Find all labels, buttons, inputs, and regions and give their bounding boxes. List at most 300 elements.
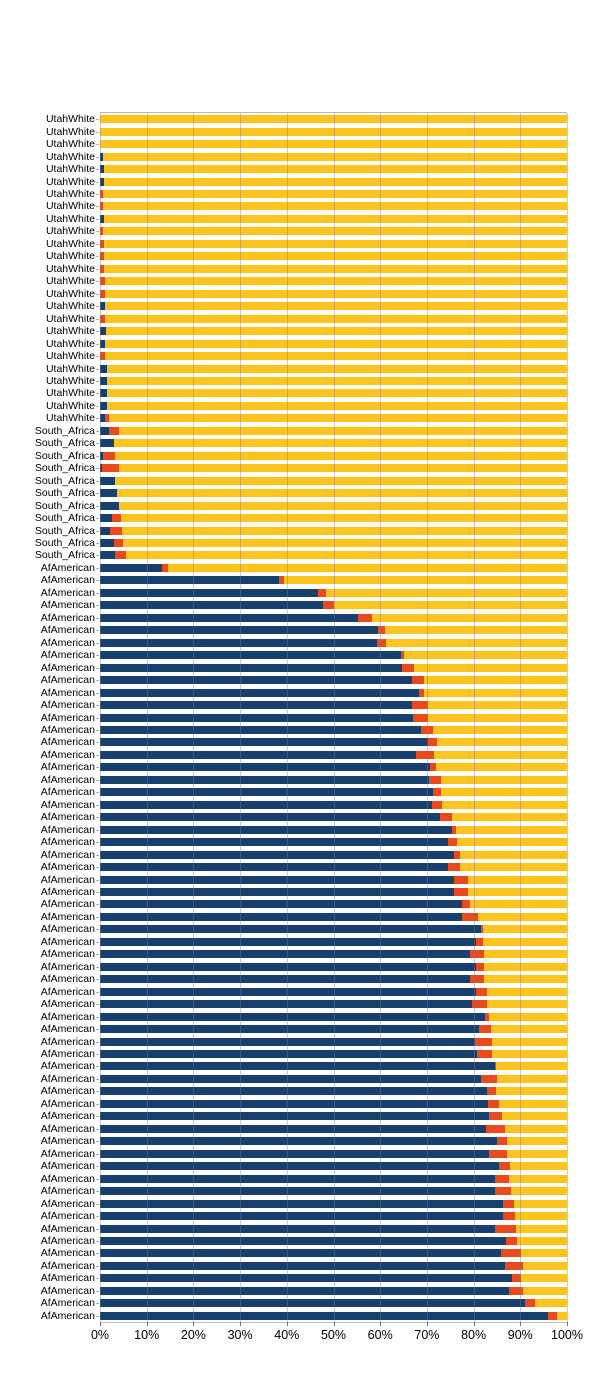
- row-axis-tick: [96, 705, 99, 706]
- segment-yellow: [457, 838, 567, 846]
- row-axis-tick: [96, 132, 99, 133]
- segment-yellow: [104, 240, 567, 248]
- row-axis-tick: [96, 842, 99, 843]
- stacked-bar: [100, 414, 567, 422]
- segment-blue: [100, 988, 476, 996]
- row-label: UtahWhite: [45, 399, 95, 412]
- stacked-bar: [100, 1274, 567, 1282]
- stacked-bar: [100, 950, 567, 958]
- segment-yellow: [103, 202, 567, 210]
- row-axis-tick: [96, 169, 99, 170]
- segment-yellow: [460, 863, 567, 871]
- stacked-bar: [100, 277, 567, 285]
- segment-blue: [100, 489, 117, 497]
- x-axis-tick: [287, 1322, 288, 1326]
- row-axis-tick: [96, 967, 99, 968]
- segment-yellow: [386, 639, 567, 647]
- bar-row: [34, 537, 567, 549]
- segment-red: [481, 1075, 498, 1083]
- row-label: AfAmerican: [40, 1085, 95, 1098]
- bar-row: [40, 848, 567, 861]
- segment-red: [412, 701, 427, 709]
- bar-row: [40, 649, 567, 662]
- segment-yellow: [126, 551, 567, 559]
- segment-red: [525, 1299, 535, 1307]
- stacked-bar: [100, 1025, 567, 1033]
- row-label: South_Africa: [34, 499, 95, 512]
- segment-yellow: [104, 165, 567, 173]
- row-label: South_Africa: [34, 512, 95, 525]
- segment-yellow: [424, 689, 567, 697]
- row-label: UtahWhite: [45, 350, 95, 363]
- segment-yellow: [433, 726, 567, 734]
- row-axis-tick: [96, 182, 99, 183]
- segment-red: [470, 975, 484, 983]
- segment-blue: [100, 1075, 481, 1083]
- x-axis-tick-label: 0%: [90, 1328, 110, 1342]
- segment-red: [103, 452, 115, 460]
- stacked-bar: [100, 589, 567, 597]
- segment-yellow: [104, 178, 567, 186]
- bar-row: [40, 1023, 567, 1036]
- segment-red: [416, 751, 434, 759]
- segment-blue: [100, 539, 114, 547]
- row-axis-tick: [96, 580, 99, 581]
- row-axis-tick: [96, 1179, 99, 1180]
- segment-yellow: [521, 1249, 567, 1257]
- segment-red: [479, 1025, 492, 1033]
- row-axis-tick: [96, 593, 99, 594]
- bar-row: [40, 674, 567, 687]
- segment-red: [476, 963, 483, 971]
- segment-yellow: [106, 327, 567, 335]
- stacked-bar: [100, 1249, 567, 1257]
- row-axis-tick: [96, 693, 99, 694]
- row-axis-tick: [96, 730, 99, 731]
- segment-red: [429, 776, 441, 784]
- bar-row: [40, 624, 567, 637]
- row-label: AfAmerican: [40, 811, 95, 824]
- bar-row: [34, 524, 567, 537]
- row-label: AfAmerican: [40, 1197, 95, 1210]
- segment-yellow: [105, 340, 567, 348]
- segment-red: [495, 1187, 511, 1195]
- row-label: AfAmerican: [40, 1272, 95, 1285]
- bar-row: [45, 150, 567, 163]
- segment-red: [421, 726, 434, 734]
- row-axis-tick: [96, 468, 99, 469]
- stacked-bar: [100, 215, 567, 223]
- segment-red: [112, 514, 121, 522]
- bar-row: [45, 138, 567, 151]
- row-axis-tick: [96, 406, 99, 407]
- row-label: AfAmerican: [40, 823, 95, 836]
- row-axis-tick: [96, 206, 99, 207]
- segment-yellow: [484, 975, 567, 983]
- segment-blue: [100, 664, 402, 672]
- segment-yellow: [404, 651, 567, 659]
- bar-row: [45, 237, 567, 250]
- x-axis-tick-label: 70%: [414, 1328, 440, 1342]
- segment-red: [448, 838, 457, 846]
- bar-row: [34, 512, 567, 525]
- segment-red: [503, 1212, 515, 1220]
- bar-row: [40, 611, 567, 624]
- segment-yellow: [484, 963, 567, 971]
- segment-yellow: [535, 1299, 567, 1307]
- segment-yellow: [103, 227, 567, 235]
- row-label: AfAmerican: [40, 636, 95, 649]
- bar-row: [45, 200, 567, 213]
- row-label: AfAmerican: [40, 861, 95, 874]
- segment-red: [358, 614, 372, 622]
- stacked-bar: [100, 1287, 567, 1295]
- row-label: AfAmerican: [40, 898, 95, 911]
- bar-row: [34, 437, 567, 450]
- row-label: UtahWhite: [45, 337, 95, 350]
- segment-yellow: [437, 738, 567, 746]
- row-label: UtahWhite: [45, 300, 95, 313]
- segment-yellow: [109, 414, 567, 422]
- row-axis-tick: [96, 929, 99, 930]
- bar-row: [40, 836, 567, 849]
- stacked-bar: [100, 202, 567, 210]
- bar-row: [45, 362, 567, 375]
- segment-blue: [100, 551, 115, 559]
- segment-red: [488, 1100, 499, 1108]
- segment-red: [487, 1087, 495, 1095]
- segment-blue: [100, 651, 401, 659]
- segment-yellow: [105, 277, 567, 285]
- stacked-bar: [100, 352, 567, 360]
- segment-red: [495, 1225, 516, 1233]
- segment-blue: [100, 639, 377, 647]
- stacked-bar: [100, 813, 567, 821]
- segment-yellow: [507, 1137, 567, 1145]
- bar-row: [40, 935, 567, 948]
- row-axis-tick: [96, 855, 99, 856]
- bar-row: [40, 1284, 567, 1297]
- row-axis-tick: [96, 904, 99, 905]
- row-label: AfAmerican: [40, 649, 95, 662]
- bar-row: [45, 350, 567, 363]
- bar-row: [40, 761, 567, 774]
- row-axis-tick: [96, 1166, 99, 1167]
- x-axis-tick-label: 40%: [274, 1328, 300, 1342]
- row-axis-tick: [96, 1079, 99, 1080]
- row-axis-tick: [96, 643, 99, 644]
- segment-yellow: [414, 664, 567, 672]
- row-axis-tick: [96, 219, 99, 220]
- row-axis-tick: [96, 344, 99, 345]
- bar-row: [40, 798, 567, 811]
- x-axis-tick-label: 50%: [320, 1328, 347, 1342]
- x-axis-tick: [567, 1322, 568, 1326]
- bar-row: [40, 1147, 567, 1160]
- segment-yellow: [468, 876, 567, 884]
- segment-red: [503, 1200, 514, 1208]
- row-label: UtahWhite: [45, 113, 95, 126]
- plot-area: [34, 112, 567, 1323]
- stacked-bar: [100, 614, 567, 622]
- segment-yellow: [484, 950, 567, 958]
- stacked-bar: [100, 1150, 567, 1158]
- stacked-bar: [100, 763, 567, 771]
- bar-row: [40, 1222, 567, 1235]
- stacked-bar: [100, 714, 567, 722]
- bar-row: [34, 449, 567, 462]
- segment-red: [501, 1249, 521, 1257]
- bar-row: [40, 1135, 567, 1148]
- segment-yellow: [428, 714, 567, 722]
- row-label: AfAmerican: [40, 1048, 95, 1061]
- bar-row: [40, 574, 567, 587]
- segment-yellow: [104, 265, 567, 273]
- row-axis-tick: [96, 369, 99, 370]
- segment-blue: [100, 1112, 489, 1120]
- row-label: AfAmerican: [40, 1185, 95, 1198]
- stacked-bar: [100, 913, 567, 921]
- x-axis-tick-label: 80%: [461, 1328, 487, 1342]
- segment-red: [323, 601, 334, 609]
- segment-red: [505, 1262, 522, 1270]
- row-label: AfAmerican: [40, 761, 95, 774]
- segment-red: [472, 1000, 487, 1008]
- row-label: AfAmerican: [40, 586, 95, 599]
- x-axis-tick: [474, 1322, 475, 1326]
- segment-yellow: [516, 1225, 567, 1233]
- bar-row: [45, 125, 567, 138]
- segment-yellow: [523, 1287, 567, 1295]
- segment-red: [477, 1050, 491, 1058]
- bar-row: [40, 1048, 567, 1061]
- segment-red: [462, 913, 477, 921]
- row-axis-tick: [96, 356, 99, 357]
- bar-row: [40, 811, 567, 824]
- segment-yellow: [523, 1262, 567, 1270]
- row-label: AfAmerican: [40, 1147, 95, 1160]
- segment-red: [454, 888, 469, 896]
- segment-yellow: [436, 763, 567, 771]
- bar-row: [45, 374, 567, 387]
- stacked-bar: [100, 626, 567, 634]
- row-label: South_Africa: [34, 449, 95, 462]
- segment-red: [489, 1150, 507, 1158]
- segment-blue: [100, 1175, 495, 1183]
- segment-blue: [100, 1225, 495, 1233]
- bar-row: [40, 1035, 567, 1048]
- segment-blue: [100, 1137, 497, 1145]
- bar-row: [40, 1172, 567, 1185]
- segment-yellow: [468, 888, 567, 896]
- stacked-bar: [100, 925, 567, 933]
- stacked-bar: [100, 227, 567, 235]
- segment-yellow: [103, 153, 567, 161]
- segment-blue: [100, 801, 432, 809]
- row-axis-tick: [96, 144, 99, 145]
- row-label: UtahWhite: [45, 175, 95, 188]
- x-axis-tick: [193, 1322, 194, 1326]
- bar-row: [40, 985, 567, 998]
- bar-row: [40, 1110, 567, 1123]
- bar-row: [40, 923, 567, 936]
- stacked-bar: [100, 527, 567, 535]
- bar-row: [45, 113, 567, 126]
- segment-blue: [100, 1062, 495, 1070]
- segment-yellow: [452, 813, 567, 821]
- bar-row: [40, 1309, 567, 1322]
- row-label: AfAmerican: [40, 1035, 95, 1048]
- row-label: AfAmerican: [40, 611, 95, 624]
- row-label: UtahWhite: [45, 250, 95, 263]
- bar-row: [45, 325, 567, 338]
- segment-yellow: [441, 788, 567, 796]
- row-axis-tick: [96, 880, 99, 881]
- row-axis-tick: [96, 892, 99, 893]
- x-axis-tick-label: 90%: [507, 1328, 533, 1342]
- segment-yellow: [103, 190, 567, 198]
- row-label: South_Africa: [34, 474, 95, 487]
- bar-row: [40, 1297, 567, 1310]
- segment-blue: [100, 1262, 505, 1270]
- row-label: AfAmerican: [40, 1259, 95, 1272]
- row-label: AfAmerican: [40, 1072, 95, 1085]
- row-axis-tick: [96, 1029, 99, 1030]
- stacked-bar: [100, 701, 567, 709]
- segment-blue: [100, 1249, 501, 1257]
- segment-red: [509, 1287, 523, 1295]
- row-axis-tick: [96, 281, 99, 282]
- x-axis-tick-label: 60%: [367, 1328, 393, 1342]
- stacked-bar: [100, 676, 567, 684]
- segment-blue: [100, 402, 107, 410]
- segment-red: [318, 589, 327, 597]
- bar-row: [34, 487, 567, 500]
- bar-row: [40, 885, 567, 898]
- segment-blue: [100, 913, 462, 921]
- segment-blue: [100, 1200, 503, 1208]
- segment-blue: [100, 502, 119, 510]
- stacked-bar: [100, 1237, 567, 1245]
- segment-blue: [100, 514, 112, 522]
- bar-row: [34, 424, 567, 437]
- bar-row: [40, 998, 567, 1011]
- row-axis-tick: [96, 443, 99, 444]
- stacked-bar: [100, 963, 567, 971]
- row-label: AfAmerican: [40, 1297, 95, 1310]
- row-axis-tick: [96, 493, 99, 494]
- stacked-bar: [100, 726, 567, 734]
- stacked-bar: [100, 190, 567, 198]
- row-label: AfAmerican: [40, 1210, 95, 1223]
- bar-row: [40, 723, 567, 736]
- x-axis-tick: [240, 1322, 241, 1326]
- row-axis-tick: [96, 568, 99, 569]
- segment-blue: [100, 427, 109, 435]
- segment-yellow: [385, 626, 567, 634]
- stacked-bar: [100, 1162, 567, 1170]
- row-axis-tick: [96, 1116, 99, 1117]
- row-axis-tick: [96, 830, 99, 831]
- bar-row: [40, 686, 567, 699]
- row-axis-tick: [96, 1066, 99, 1067]
- row-axis-tick: [96, 294, 99, 295]
- row-label: AfAmerican: [40, 1160, 95, 1173]
- bar-row: [40, 910, 567, 923]
- row-axis-tick: [96, 1017, 99, 1018]
- bar-row: [45, 212, 567, 225]
- row-label: South_Africa: [34, 487, 95, 500]
- segment-yellow: [499, 1100, 567, 1108]
- segment-yellow: [119, 464, 567, 472]
- bar-row: [45, 399, 567, 412]
- row-axis-tick: [96, 1316, 99, 1317]
- segment-yellow: [121, 514, 567, 522]
- row-label: AfAmerican: [40, 599, 95, 612]
- row-label: UtahWhite: [45, 312, 95, 325]
- stacked-bar: [100, 240, 567, 248]
- segment-red: [476, 988, 487, 996]
- stacked-bar: [100, 502, 567, 510]
- segment-blue: [100, 601, 323, 609]
- row-axis-tick: [96, 518, 99, 519]
- stacked-bar: [100, 826, 567, 834]
- stacked-bar: [100, 165, 567, 173]
- bar-row: [40, 661, 567, 674]
- stacked-bar: [100, 340, 567, 348]
- segment-blue: [100, 564, 162, 572]
- row-label: AfAmerican: [40, 1023, 95, 1036]
- row-axis-tick: [96, 231, 99, 232]
- stacked-bar: [100, 1112, 567, 1120]
- stacked-bar: [100, 601, 567, 609]
- bar-row: [40, 1234, 567, 1247]
- row-label: South_Africa: [34, 549, 95, 562]
- stacked-bar: [100, 302, 567, 310]
- row-label: AfAmerican: [40, 836, 95, 849]
- stacked-bar: [100, 315, 567, 323]
- segment-red: [454, 876, 468, 884]
- stacked-bar: [100, 564, 567, 572]
- bar-row: [40, 1122, 567, 1135]
- segment-blue: [100, 851, 454, 859]
- segment-yellow: [491, 1025, 567, 1033]
- x-axis-tick: [380, 1322, 381, 1326]
- row-axis-tick: [96, 256, 99, 257]
- row-label: AfAmerican: [40, 624, 95, 637]
- row-label: UtahWhite: [45, 150, 95, 163]
- segment-yellow: [496, 1087, 567, 1095]
- bar-row: [40, 748, 567, 761]
- segment-red: [495, 1175, 509, 1183]
- segment-yellow: [487, 1000, 567, 1008]
- segment-yellow: [326, 589, 567, 597]
- stacked-bar: [100, 551, 567, 559]
- row-axis-tick: [96, 1154, 99, 1155]
- segment-yellow: [100, 115, 567, 123]
- row-axis-tick: [96, 1266, 99, 1267]
- segment-yellow: [104, 252, 567, 260]
- segment-yellow: [509, 1175, 567, 1183]
- segment-yellow: [460, 851, 567, 859]
- row-axis-tick: [96, 1303, 99, 1304]
- stacked-bar: [100, 1100, 567, 1108]
- row-label: AfAmerican: [40, 973, 95, 986]
- segment-yellow: [470, 900, 567, 908]
- row-label: AfAmerican: [40, 1172, 95, 1185]
- row-label: UtahWhite: [45, 287, 95, 300]
- row-axis-tick: [96, 555, 99, 556]
